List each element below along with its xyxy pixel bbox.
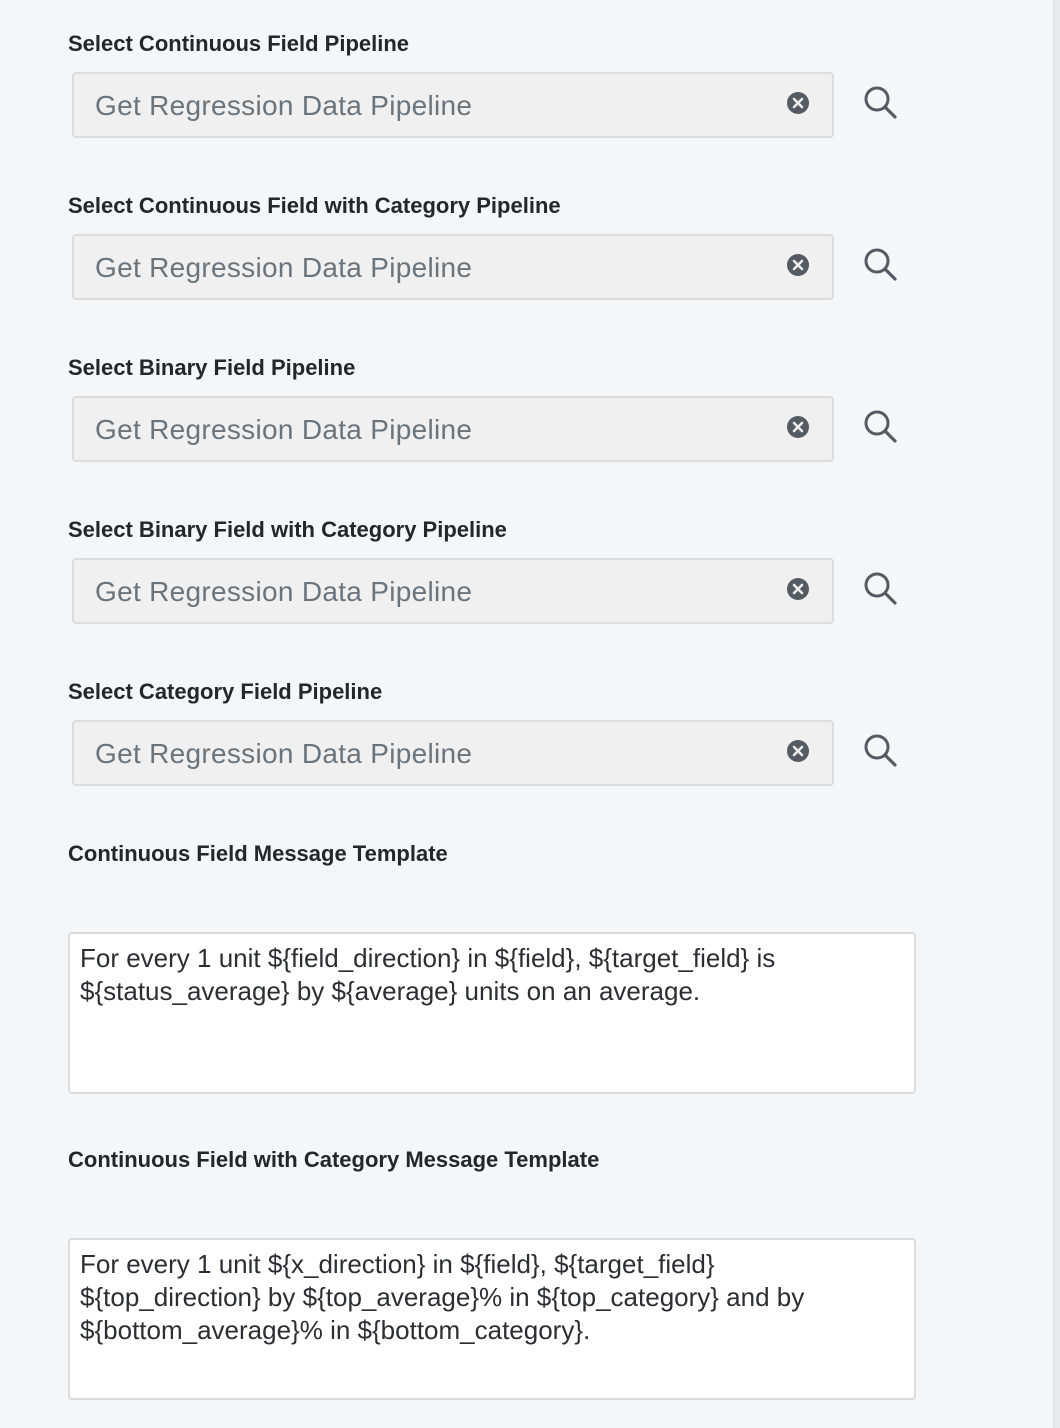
- search-icon[interactable]: [862, 246, 898, 282]
- clear-icon[interactable]: [786, 739, 810, 763]
- continuous-field-category-message-template-label: Continuous Field with Category Message Template: [68, 1147, 600, 1172]
- continuous-field-category-pipeline-label: Select Continuous Field with Category Pipeline: [68, 193, 561, 218]
- clear-icon[interactable]: [786, 253, 810, 277]
- clear-icon[interactable]: [786, 91, 810, 115]
- continuous-field-pipeline-input[interactable]: [72, 72, 834, 138]
- clear-icon[interactable]: [786, 415, 810, 439]
- continuous-field-pipeline-value: Get Regression Data Pipeline: [95, 90, 473, 121]
- binary-field-category-pipeline-label: Select Binary Field with Category Pipeline: [68, 517, 507, 542]
- search-icon[interactable]: [862, 408, 898, 444]
- binary-field-pipeline-label: Select Binary Field Pipeline: [68, 355, 356, 380]
- search-icon[interactable]: [862, 84, 898, 120]
- category-field-pipeline-value: Get Regression Data Pipeline: [95, 738, 473, 769]
- binary-field-category-pipeline-value: Get Regression Data Pipeline: [95, 576, 473, 607]
- binary-field-category-pipeline-input[interactable]: [72, 558, 834, 624]
- continuous-field-category-message-template-textarea[interactable]: For every 1 unit ${x_direction} in ${field}, ${target_field} ${top_direction} by ${top_average}% in ${top_category} and by ${bottom_average}% in ${bottom_category}.: [68, 1238, 916, 1400]
- search-icon[interactable]: [862, 570, 898, 606]
- category-field-pipeline-input[interactable]: [72, 720, 834, 786]
- clear-icon[interactable]: [786, 577, 810, 601]
- continuous-field-pipeline-label: Select Continuous Field Pipeline: [68, 31, 410, 56]
- scrollbar-track[interactable]: [1053, 0, 1060, 1428]
- category-field-pipeline-label: Select Category Field Pipeline: [68, 679, 383, 704]
- search-icon[interactable]: [862, 732, 898, 768]
- continuous-field-message-template-textarea[interactable]: For every 1 unit ${field_direction} in ${field}, ${target_field} is ${status_average} by ${average} units on an average.: [68, 932, 916, 1094]
- continuous-field-category-pipeline-input[interactable]: [72, 234, 834, 300]
- continuous-field-message-template-label: Continuous Field Message Template: [68, 841, 448, 866]
- continuous-field-category-pipeline-value: Get Regression Data Pipeline: [95, 252, 473, 283]
- binary-field-pipeline-value: Get Regression Data Pipeline: [95, 414, 473, 445]
- binary-field-pipeline-input[interactable]: [72, 396, 834, 462]
